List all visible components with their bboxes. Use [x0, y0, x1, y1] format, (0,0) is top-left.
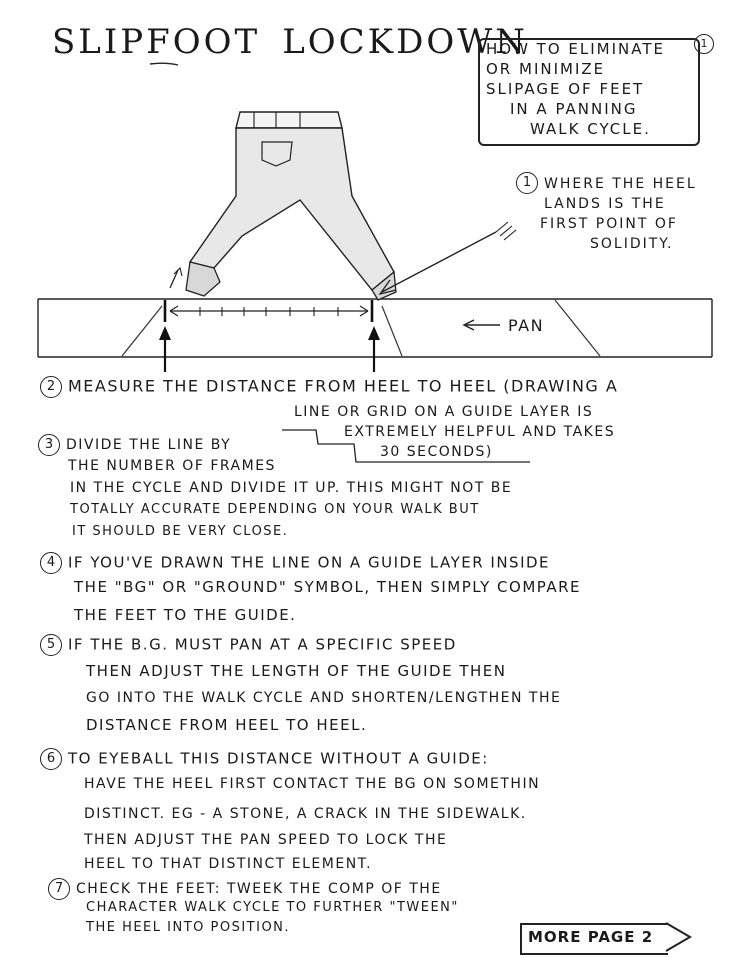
step-3-number: 3	[38, 434, 60, 456]
step-3-line-2: THE NUMBER OF FRAMES	[68, 458, 276, 474]
step-3-line-5: IT SHOULD BE VERY CLOSE.	[72, 524, 289, 539]
step-5-text-1: IF THE B.G. MUST PAN AT A SPECIFIC SPEED	[68, 635, 457, 654]
step-3-line-3: IN THE CYCLE AND DIVIDE IT UP. THIS MIGHT NOT BE	[70, 480, 513, 496]
more-arrow-icon	[666, 923, 690, 951]
step-2-line-3: EXTREMELY HELPFUL AND TAKES	[344, 424, 616, 440]
title-part-slipfoot: SLIPFOOT	[52, 22, 261, 62]
step-6-line-2: HAVE THE HEEL FIRST CONTACT THE BG ON SOMETHIN	[84, 776, 541, 792]
intro-line-1: HOW TO ELIMINATE	[486, 40, 666, 58]
step-7-line-2: CHARACTER WALK CYCLE TO FURTHER "TWEEN"	[86, 900, 459, 915]
step-2-number: 2	[40, 376, 62, 398]
note-1-line-3: FIRST POINT OF	[540, 216, 678, 232]
step-4-number: 4	[40, 552, 62, 574]
step-6-text-1: TO EYEBALL THIS DISTANCE WITHOUT A GUIDE:	[68, 749, 489, 768]
step-6-number: 6	[40, 748, 62, 770]
note-1-line-1: WHERE THE HEEL	[544, 176, 697, 192]
intro-line-4: IN A PANNING	[510, 100, 638, 118]
more-page-label[interactable]: MORE PAGE 2	[528, 928, 654, 946]
step-6-line-1	[40, 748, 489, 770]
step-2-line-1	[40, 376, 618, 398]
page-number-badge: 1	[694, 34, 714, 54]
step-3-line-4: TOTALLY ACCURATE DEPENDING ON YOUR WALK BUT	[70, 502, 480, 517]
step-7-line-1	[48, 878, 442, 900]
step-4-line-3: THE FEET TO THE GUIDE.	[74, 606, 297, 624]
step-7-line-3: THE HEEL INTO POSITION.	[86, 920, 291, 935]
note-1-pointer-arrow	[380, 222, 516, 294]
pants-figure	[170, 112, 396, 300]
step-4-text-1: IF YOU'VE DRAWN THE LINE ON A GUIDE LAYER INSIDE	[68, 553, 551, 572]
note-1-line-4: SOLIDITY.	[590, 236, 674, 252]
step-5-line-1	[40, 634, 457, 656]
step-3-text-1: DIVIDE THE LINE BY	[66, 437, 232, 453]
pan-arrow-icon	[464, 320, 500, 330]
note-1-line-2: LANDS IS THE	[544, 196, 666, 212]
step-2-line-2: LINE OR GRID ON A GUIDE LAYER IS	[294, 404, 594, 420]
step-6-line-4: THEN ADJUST THE PAN SPEED TO LOCK THE	[84, 832, 448, 848]
step-3-line-1	[38, 434, 231, 456]
step-5-line-3: GO INTO THE WALK CYCLE AND SHORTEN/LENGTHEN THE	[86, 690, 562, 706]
step-6-line-3: DISTINCT. EG - A STONE, A CRACK IN THE SIDEWALK.	[84, 806, 527, 822]
step-5-number: 5	[40, 634, 62, 656]
step-4-line-1	[40, 552, 550, 574]
step-6-line-5: HEEL TO THAT DISTINCT ELEMENT.	[84, 856, 373, 872]
step-7-number: 7	[48, 878, 70, 900]
intro-line-2: OR MINIMIZE	[486, 60, 606, 78]
note-1-number: 1	[516, 172, 538, 194]
step-2-line-4: 30 SECONDS)	[380, 444, 493, 460]
step-5-line-4: DISTANCE FROM HEEL TO HEEL.	[86, 716, 368, 734]
step-2-text-1: MEASURE THE DISTANCE FROM HEEL TO HEEL (DRAWING A	[68, 376, 619, 396]
measure-guide-line	[165, 300, 372, 322]
title-part-lockdown: LOCKDOWN	[282, 22, 528, 62]
heel-arrows	[159, 326, 380, 372]
intro-line-3: SLIPAGE OF FEET	[486, 80, 645, 98]
step-7-text-1: CHECK THE FEET: TWEEK THE COMP OF THE	[76, 881, 442, 897]
step-4-line-2: THE "BG" OR "GROUND" SYMBOL, THEN SIMPLY COMPARE	[74, 578, 582, 596]
pan-label: PAN	[508, 316, 545, 335]
step-5-line-2: THEN ADJUST THE LENGTH OF THE GUIDE THEN	[86, 662, 507, 680]
intro-line-5: WALK CYCLE.	[530, 120, 651, 138]
